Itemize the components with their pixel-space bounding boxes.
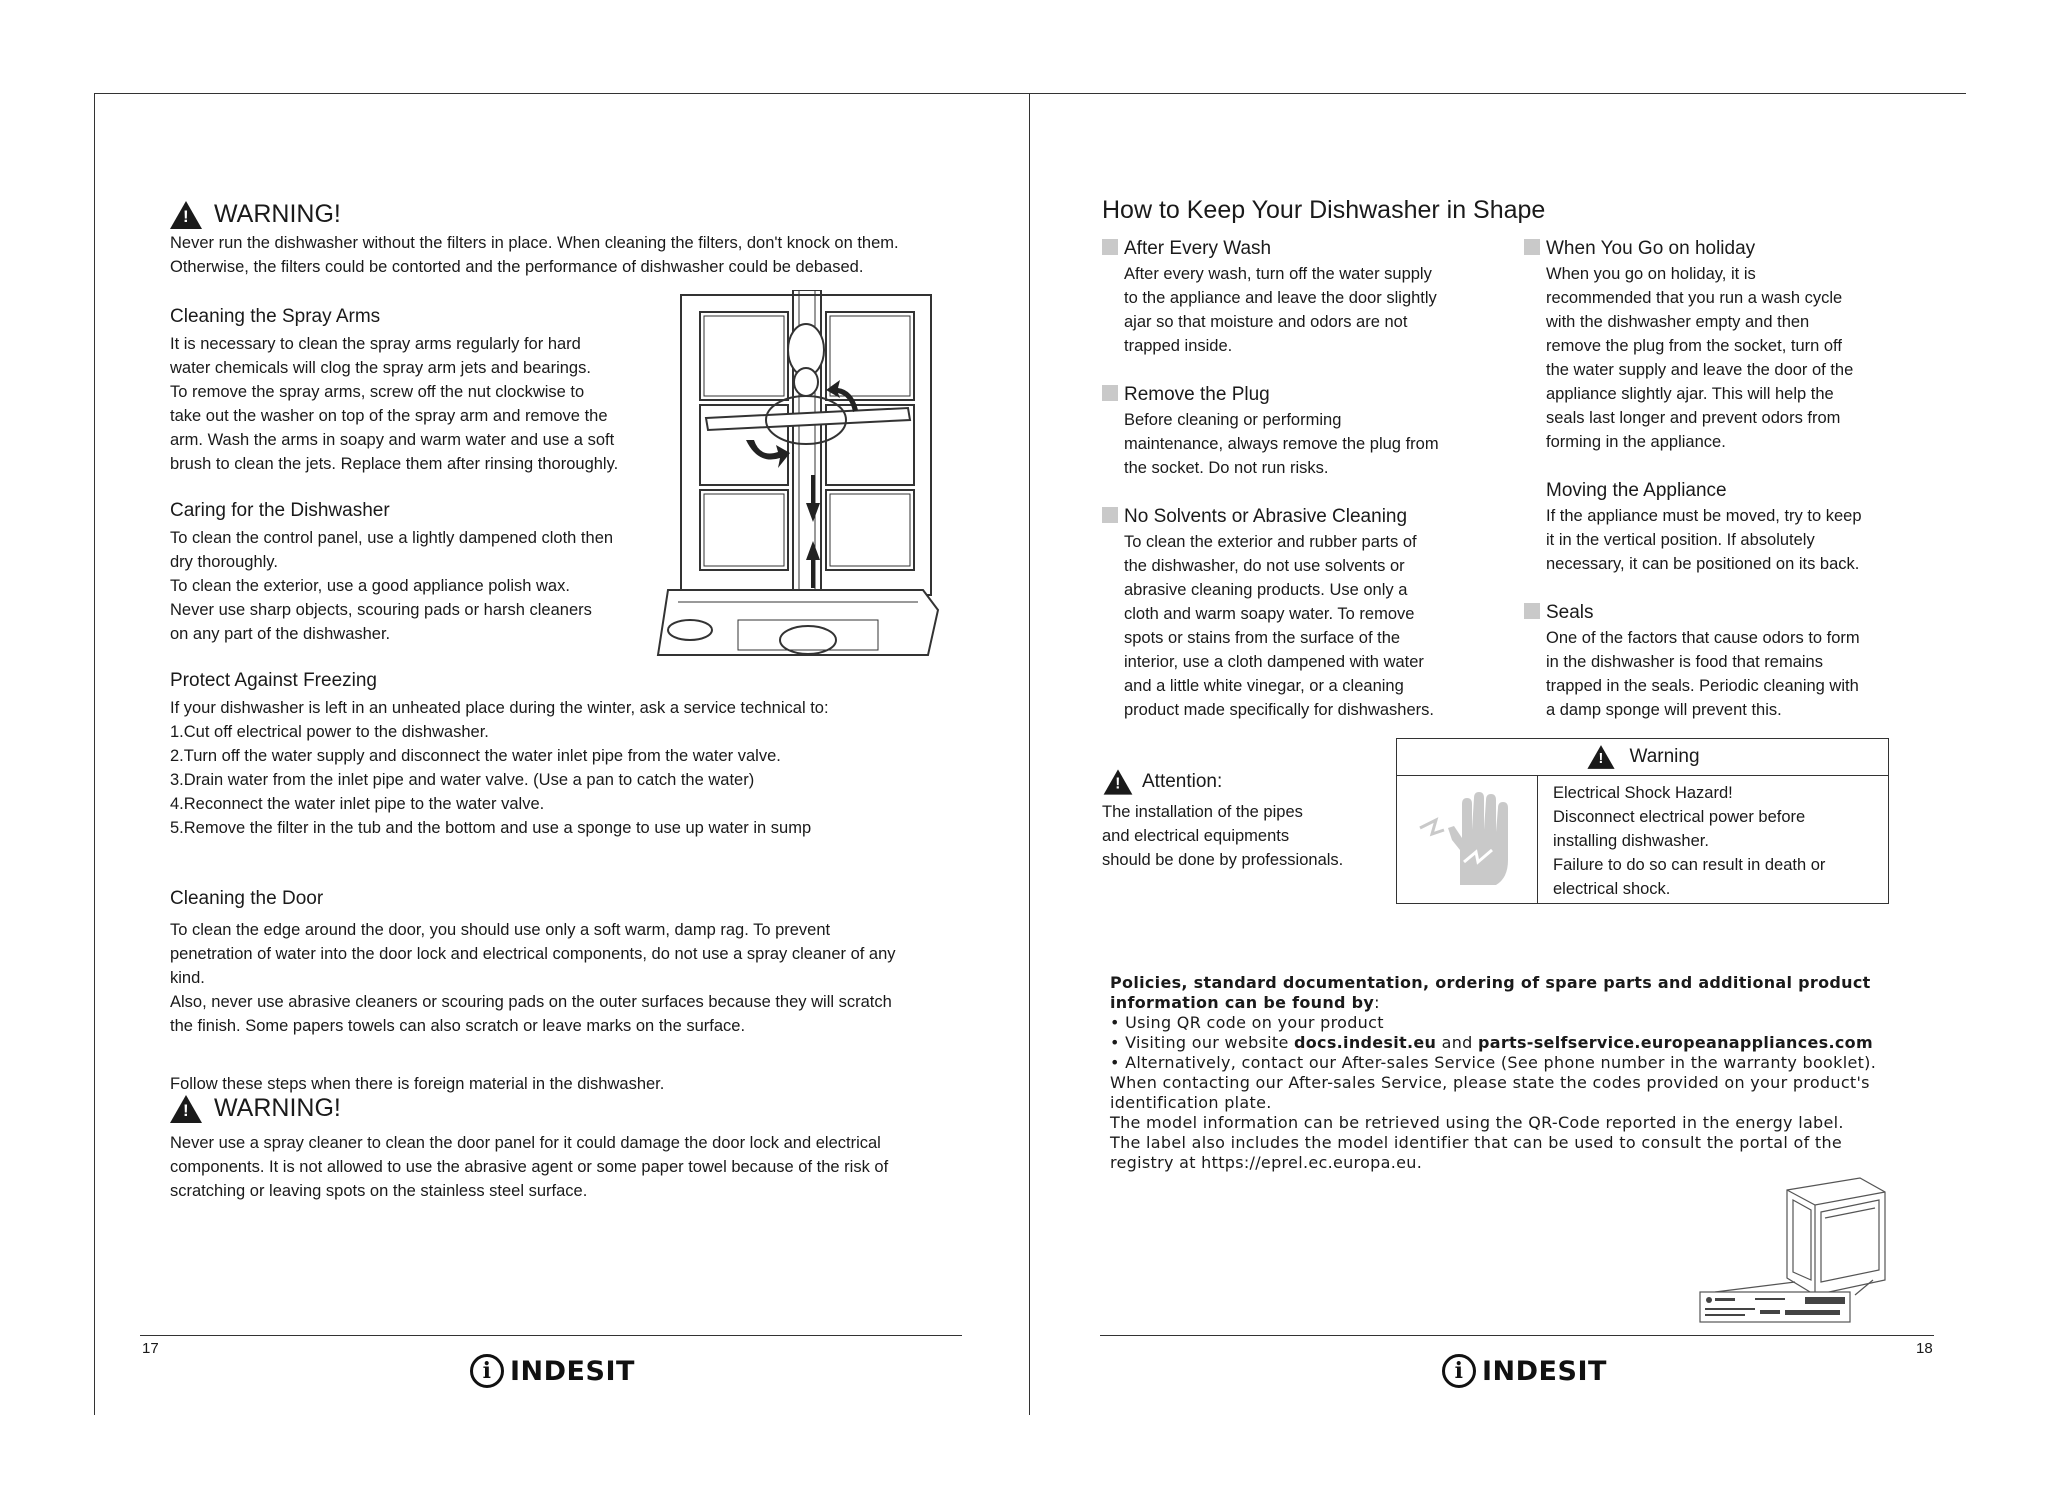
- paragraph-line: it in the vertical position. If absolutely: [1546, 531, 1815, 549]
- page-number-left: 17: [142, 1340, 159, 1357]
- section-title: Cleaning the Door: [170, 888, 324, 909]
- page-number-right: 18: [1916, 1340, 1933, 1357]
- paragraph-line: abrasive cleaning products. Use only a: [1124, 581, 1408, 599]
- section-seals: [1524, 602, 1944, 722]
- attention-heading: [1102, 768, 1402, 796]
- paragraph-line: should be done by professionals.: [1102, 851, 1344, 869]
- brand-circle-icon: i: [1442, 1354, 1476, 1388]
- paragraph-line: Never use sharp objects, scouring pads or harsh cleaners: [170, 601, 592, 619]
- warning-block-1: [170, 200, 970, 279]
- section-title: Remove the Plug: [1102, 384, 1502, 406]
- warning-triangle-icon: [170, 1095, 202, 1123]
- policy-line: The label also includes the model identifier that can be used to consult the portal of the: [1110, 1133, 1843, 1152]
- policy-line: identification plate.: [1110, 1093, 1272, 1112]
- paragraph-line: The installation of the pipes: [1102, 803, 1303, 821]
- warning-title: WARNING!: [214, 1094, 341, 1122]
- bullet-square-icon: [1524, 603, 1540, 619]
- section-title: Protect Against Freezing: [170, 670, 377, 691]
- policy-bullet: • Alternatively, contact our After-sales Service (See phone number in the warranty booklet).: [1110, 1053, 1877, 1072]
- paragraph-line: remove the plug from the socket, turn off: [1546, 337, 1842, 355]
- paragraph-line: To remove the spray arms, screw off the nut clockwise to: [170, 383, 585, 401]
- electric-shock-hand-icon: [1412, 790, 1522, 890]
- warning-title: WARNING!: [214, 200, 341, 228]
- brand-logo-right: [1442, 1354, 1607, 1388]
- website-link[interactable]: docs.indesit.eu: [1294, 1033, 1437, 1052]
- paragraph-line: appliance slightly ajar. This will help the: [1546, 385, 1834, 403]
- bullet-square-icon: [1102, 385, 1118, 401]
- paragraph-line: If your dishwasher is left in an unheated place during the winter, ask a service technical to:: [170, 699, 829, 717]
- paragraph-line: Failure to do so can result in death or: [1553, 856, 1826, 874]
- brand-logo-left: [470, 1354, 635, 1388]
- paragraph-line: To clean the control panel, use a lightly dampened cloth then: [170, 529, 614, 547]
- website-link[interactable]: parts-selfservice.europeanappliances.com: [1477, 1033, 1873, 1052]
- paragraph-line: penetration of water into the door lock and electrical components, do not use a spray cleaner of any: [170, 945, 896, 963]
- section-moving: [1524, 480, 1944, 576]
- section-spray-arms: [170, 306, 670, 476]
- paragraph-line: forming in the appliance.: [1546, 433, 1726, 451]
- warning-heading-2: [170, 1094, 990, 1123]
- rating-plate-illustration: [1695, 1170, 1895, 1325]
- warning-text-line: Never run the dishwasher without the filters in place. When cleaning the filters, don't knock on them.: [170, 234, 899, 252]
- paragraph-line: the finish. Some papers towels can also scratch or leave marks on the surface.: [170, 1017, 746, 1035]
- paragraph-line: with the dishwasher empty and then: [1546, 313, 1810, 331]
- warning-box-header: [1397, 739, 1888, 776]
- top-rule: [94, 93, 1966, 94]
- warning-text-line: Otherwise, the filters could be contorted and the performance of dishwasher could be debased.: [170, 258, 864, 276]
- section-title: Caring for the Dishwasher: [170, 500, 390, 521]
- paragraph-line: on any part of the dishwasher.: [170, 625, 391, 643]
- list-item: 1.Cut off electrical power to the dishwasher.: [170, 723, 489, 741]
- paragraph-line: One of the factors that cause odors to form: [1546, 629, 1860, 647]
- paragraph-line: Disconnect electrical power before: [1553, 808, 1806, 826]
- section-title: After Every Wash: [1102, 238, 1502, 260]
- section-door: [170, 888, 990, 1038]
- brand-name: INDESIT: [1482, 1355, 1607, 1387]
- warning-box-icon-cell: [1397, 776, 1538, 903]
- paragraph-line: maintenance, always remove the plug from: [1124, 435, 1439, 453]
- bullet-square-icon: [1102, 507, 1118, 523]
- paragraph-line: the dishwasher, do not use solvents or: [1124, 557, 1405, 575]
- warning-triangle-icon: [1104, 769, 1133, 794]
- warning-triangle-icon: [170, 201, 202, 229]
- warning-box-text: [1553, 781, 1883, 901]
- warning-heading-1: [170, 200, 970, 229]
- paragraph-line: spots or stains from the surface of the: [1124, 629, 1401, 647]
- paragraph-line: seals last longer and prevent odors from: [1546, 409, 1841, 427]
- policy-heading: Policies, standard documentation, ordering of spare parts and additional product: [1110, 973, 1871, 992]
- paragraph-line: water chemicals will clog the spray arm jets and bearings.: [170, 359, 591, 377]
- list-item: 5.Remove the filter in the tub and the bottom and use a sponge to use up water in sump: [170, 819, 812, 837]
- section-after-wash: [1102, 238, 1502, 358]
- paragraph-line: to the appliance and leave the door slightly: [1124, 289, 1437, 307]
- bullet-square-icon: [1524, 239, 1540, 255]
- brand-name: INDESIT: [510, 1355, 635, 1387]
- paragraph-line: brush to clean the jets. Replace them after rinsing thoroughly.: [170, 455, 619, 473]
- paragraph-line: Also, never use abrasive cleaners or scouring pads on the outer surfaces because they will scratch: [170, 993, 892, 1011]
- center-spine-rule: [1029, 93, 1030, 1415]
- paragraph-line: recommended that you run a wash cycle: [1546, 289, 1843, 307]
- paragraph-line: To clean the edge around the door, you should use only a soft warm, damp rag. To prevent: [170, 921, 831, 939]
- warning-text-line: components. It is not allowed to use the abrasive agent or some paper towel because of the risk of: [170, 1158, 889, 1176]
- section-holiday: [1524, 238, 1944, 454]
- paragraph-line: installing dishwasher.: [1553, 832, 1709, 850]
- policy-line: registry at https://eprel.ec.europa.eu.: [1110, 1153, 1423, 1172]
- section-remove-plug: [1102, 384, 1502, 480]
- paragraph-line: When you go on holiday, it is: [1546, 265, 1756, 283]
- left-margin-rule: [94, 93, 95, 1415]
- policy-line: The model information can be retrieved using the QR-Code reported in the energy label.: [1110, 1113, 1844, 1132]
- section-caring: [170, 500, 670, 646]
- attention-title: Attention:: [1142, 771, 1223, 792]
- attention-block: [1102, 768, 1402, 872]
- paragraph-line: in the dishwasher is food that remains: [1546, 653, 1823, 671]
- paragraph-line: arm. Wash the arms in soapy and warm water and use a soft: [170, 431, 615, 449]
- paragraph-line: ajar so that moisture and odors are not: [1124, 313, 1408, 331]
- paragraph-line: take out the washer on top of the spray arm and remove the: [170, 407, 608, 425]
- paragraph-line: and electrical equipments: [1102, 827, 1290, 845]
- bullet-square-icon: [1102, 239, 1118, 255]
- paragraph-line: Electrical Shock Hazard!: [1553, 784, 1733, 802]
- section-no-solvents: [1102, 506, 1502, 722]
- warning-text-line: scratching or leaving spots on the stainless steel surface.: [170, 1182, 588, 1200]
- paragraph-line: the water supply and leave the door of the: [1546, 361, 1854, 379]
- warning-box: [1396, 738, 1889, 904]
- brand-circle-icon: i: [470, 1354, 504, 1388]
- paragraph-line: It is necessary to clean the spray arms regularly for hard: [170, 335, 581, 353]
- list-item: 3.Drain water from the inlet pipe and water valve. (Use a pan to catch the water): [170, 771, 755, 789]
- left-footer-rule: [140, 1335, 962, 1336]
- section-title: Moving the Appliance: [1546, 480, 1727, 501]
- paragraph-line: product made specifically for dishwashers.: [1124, 701, 1434, 719]
- section-title: Seals: [1524, 602, 1944, 624]
- paragraph-line: trapped in the seals. Periodic cleaning with: [1546, 677, 1859, 695]
- policy-bullet: • Visiting our website docs.indesit.eu and parts-selfservice.europeanappliances.com: [1110, 1033, 1873, 1052]
- paragraph-line: To clean the exterior and rubber parts of: [1124, 533, 1417, 551]
- warning-block-2: [170, 1094, 990, 1203]
- paragraph-line: If the appliance must be moved, try to keep: [1546, 507, 1862, 525]
- policy-bullet: • Using QR code on your product: [1110, 1013, 1384, 1032]
- paragraph-line: necessary, it can be positioned on its back.: [1546, 555, 1860, 573]
- section-title: No Solvents or Abrasive Cleaning: [1102, 506, 1502, 528]
- spray-arm-illustration: [648, 290, 943, 665]
- paragraph-line: cloth and warm soapy water. To remove: [1124, 605, 1415, 623]
- list-item: 2.Turn off the water supply and disconnect the water inlet pipe from the water valve.: [170, 747, 781, 765]
- section-freezing: [170, 670, 990, 840]
- page-title: How to Keep Your Dishwasher in Shape: [1102, 196, 1546, 224]
- warning-box-title: Warning: [1629, 746, 1700, 767]
- paragraph-line: and a little white vinegar, or a cleaning: [1124, 677, 1404, 695]
- paragraph-line: To clean the exterior, use a good appliance polish wax.: [170, 577, 570, 595]
- list-item: 4.Reconnect the water inlet pipe to the water valve.: [170, 795, 545, 813]
- section-title: When You Go on holiday: [1524, 238, 1944, 260]
- policy-line: When contacting our After-sales Service, please state the codes provided on your product's: [1110, 1073, 1870, 1092]
- section-title: Cleaning the Spray Arms: [170, 306, 381, 327]
- paragraph-line: Before cleaning or performing: [1124, 411, 1342, 429]
- policy-block: [1110, 973, 1960, 1173]
- right-footer-rule: [1100, 1335, 1934, 1336]
- warning-text-line: Never use a spray cleaner to clean the door panel for it could damage the door lock and electrical: [170, 1134, 881, 1152]
- paragraph-line: dry thoroughly.: [170, 553, 278, 571]
- paragraph-line: the socket. Do not run risks.: [1124, 459, 1329, 477]
- paragraph-line: trapped inside.: [1124, 337, 1233, 355]
- paragraph-line: electrical shock.: [1553, 880, 1671, 898]
- paragraph-line: After every wash, turn off the water supply: [1124, 265, 1432, 283]
- paragraph-line: kind.: [170, 969, 205, 987]
- paragraph-line: a damp sponge will prevent this.: [1546, 701, 1782, 719]
- paragraph-line: interior, use a cloth dampened with water: [1124, 653, 1424, 671]
- foreign-material-note: Follow these steps when there is foreign material in the dishwasher.: [170, 1075, 665, 1093]
- policy-heading: information can be found by:: [1110, 993, 1380, 1012]
- warning-triangle-icon: [1588, 745, 1615, 769]
